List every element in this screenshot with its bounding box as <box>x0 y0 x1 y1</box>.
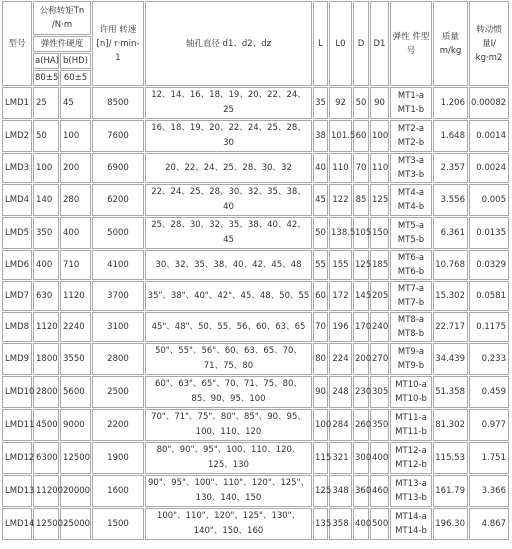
cell-L0: 358 <box>329 508 352 540</box>
cell-ta: 400 <box>33 250 59 280</box>
cell-D: 125 <box>353 250 369 280</box>
cell-element: MT9-a MT9-b <box>390 343 432 375</box>
table-row <box>2 343 509 375</box>
cell-mass: 10.768 <box>433 250 468 280</box>
cell-element: MT7-a MT7-b <box>390 281 432 311</box>
cell-L: 45 <box>313 184 328 216</box>
header-L: L <box>313 1 328 86</box>
cell-element: MT5-a MT5-b <box>390 217 432 249</box>
cell-speed: 4100 <box>92 250 144 280</box>
cell-inertia: 4.867 <box>469 508 509 540</box>
cell-mass: 34.439 <box>433 343 468 375</box>
cell-L: 50 <box>313 217 328 249</box>
cell-L0: 196 <box>329 312 352 342</box>
cell-inertia: 0.0581 <box>469 281 509 311</box>
cell-bore: 45"、48"、50、55、56、60、63、65 <box>145 312 312 342</box>
header-D1: D1 <box>370 1 389 86</box>
cell-bore: 60"、63"、65"、70、71、75、80、85、90、95、100 <box>145 376 312 408</box>
cell-ta: 2800 <box>33 376 59 408</box>
cell-L: 90 <box>313 376 328 408</box>
cell-L: 135 <box>313 508 328 540</box>
cell-D1: 110 <box>370 153 389 183</box>
cell-element: MT10-a MT10-b <box>390 376 432 408</box>
cell-L: 70 <box>313 312 328 342</box>
cell-mass: 51.358 <box>433 376 468 408</box>
cell-element: MT3-a MT3-b <box>390 153 432 183</box>
cell-D1: 205 <box>370 281 389 311</box>
cell-D: 105 <box>353 217 369 249</box>
table-row <box>2 250 509 280</box>
cell-ta: 6300 <box>33 442 59 474</box>
cell-element: MT2-a MT2-b <box>390 120 432 152</box>
cell-element: MT14-a MT14-b <box>390 508 432 540</box>
cell-D1: 150 <box>370 217 389 249</box>
cell-D1: 305 <box>370 376 389 408</box>
cell-tb: 25000 <box>60 508 91 540</box>
cell-tb: 710 <box>60 250 91 280</box>
cell-tb: 9000 <box>60 409 91 441</box>
cell-bore: 30、32、35、38、40、42、45、48 <box>145 250 312 280</box>
cell-D1: 100 <box>370 120 389 152</box>
cell-speed: 7600 <box>92 120 144 152</box>
cell-L0: 321 <box>329 442 352 474</box>
cell-model: LMD11 <box>2 409 32 441</box>
cell-element: MT12-a MT12-b <box>390 442 432 474</box>
cell-tb: 1120 <box>60 281 91 311</box>
coupling-spec-table <box>1 0 510 541</box>
cell-D1: 125 <box>370 184 389 216</box>
cell-speed: 2200 <box>92 409 144 441</box>
cell-bore: 90"、95"、100"、110"、120"、125"、130、140、150 <box>145 475 312 507</box>
table-row <box>2 312 509 342</box>
cell-model: LMD14 <box>2 508 32 540</box>
header-col-b: b(HD) <box>60 53 91 69</box>
cell-ta: 630 <box>33 281 59 311</box>
cell-D1: 90 <box>370 87 389 119</box>
cell-model: LMD7 <box>2 281 32 311</box>
cell-model: LMD8 <box>2 312 32 342</box>
cell-D: 260 <box>353 409 369 441</box>
cell-mass: 6.361 <box>433 217 468 249</box>
cell-D1: 500 <box>370 508 389 540</box>
cell-mass: 81.302 <box>433 409 468 441</box>
cell-model: LMD2 <box>2 120 32 152</box>
cell-tb: 20000 <box>60 475 91 507</box>
cell-inertia: 0.0024 <box>469 153 509 183</box>
cell-ta: 1800 <box>33 343 59 375</box>
cell-tb: 100 <box>60 120 91 152</box>
cell-speed: 5000 <box>92 217 144 249</box>
cell-L0: 172 <box>329 281 352 311</box>
cell-inertia: 3.366 <box>469 475 509 507</box>
cell-D: 360 <box>353 475 369 507</box>
cell-L: 100 <box>313 409 328 441</box>
cell-bore: 100"、110"、120"、125"、130"、140"、150、160 <box>145 508 312 540</box>
cell-speed: 1500 <box>92 508 144 540</box>
cell-speed: 2500 <box>92 376 144 408</box>
cell-mass: 15.302 <box>433 281 468 311</box>
cell-bore: 35"、38"、40"、42"、45、48、50、55 <box>145 281 312 311</box>
cell-speed: 6200 <box>92 184 144 216</box>
table-row <box>2 409 509 441</box>
cell-model: LMD4 <box>2 184 32 216</box>
cell-L: 55 <box>313 250 328 280</box>
cell-ta: 12500 <box>33 508 59 540</box>
cell-inertia: 0.00082 <box>469 87 509 119</box>
cell-L: 35 <box>313 87 328 119</box>
cell-mass: 1.648 <box>433 120 468 152</box>
cell-D: 300 <box>353 442 369 474</box>
cell-element: MT8-a MT8-b <box>390 312 432 342</box>
header-torque-unit: /N·m <box>51 20 73 30</box>
cell-tb: 400 <box>60 217 91 249</box>
header-hard-a: 80±5 <box>33 70 59 86</box>
cell-L0: 348 <box>329 475 352 507</box>
cell-inertia: 0.0135 <box>469 217 509 249</box>
cell-element: MT6-a MT6-b <box>390 250 432 280</box>
cell-tb: 12500 <box>60 442 91 474</box>
cell-tb: 5600 <box>60 376 91 408</box>
cell-inertia: 0.005 <box>469 184 509 216</box>
cell-ta: 4500 <box>33 409 59 441</box>
cell-D1: 460 <box>370 475 389 507</box>
cell-L: 115 <box>313 442 328 474</box>
cell-ta: 50 <box>33 120 59 152</box>
cell-inertia: 0.1175 <box>469 312 509 342</box>
cell-D: 200 <box>353 343 369 375</box>
cell-tb: 3550 <box>60 343 91 375</box>
table-row <box>2 184 509 216</box>
cell-element: MT4-a MT4-b <box>390 184 432 216</box>
cell-speed: 8500 <box>92 87 144 119</box>
cell-bore: 80"、90"、95"、100、110、120、125、130 <box>145 442 312 474</box>
cell-speed: 3100 <box>92 312 144 342</box>
cell-L: 38 <box>313 120 328 152</box>
cell-mass: 196.30 <box>433 508 468 540</box>
cell-bore: 16、18、19、20、22、24、25、28、30 <box>145 120 312 152</box>
cell-L0: 122 <box>329 184 352 216</box>
header-torque-title: 公称转矩Tn <box>39 6 85 16</box>
cell-D: 170 <box>353 312 369 342</box>
cell-bore: 25、28、30、32、35、38、40、42、45 <box>145 217 312 249</box>
cell-ta: 100 <box>33 153 59 183</box>
table-row <box>2 508 509 540</box>
cell-L0: 284 <box>329 409 352 441</box>
cell-model: LMD13 <box>2 475 32 507</box>
cell-D: 70 <box>353 153 369 183</box>
cell-mass: 3.556 <box>433 184 468 216</box>
table-row <box>2 217 509 249</box>
table-row <box>2 281 509 311</box>
cell-D: 60 <box>353 120 369 152</box>
cell-D: 50 <box>353 87 369 119</box>
cell-model: LMD9 <box>2 343 32 375</box>
cell-inertia: 0.233 <box>469 343 509 375</box>
cell-D: 400 <box>353 508 369 540</box>
cell-model: LMD5 <box>2 217 32 249</box>
table-row <box>2 376 509 408</box>
header-speed: 许用 转速 [n]/ r·min-1 <box>92 1 144 86</box>
cell-mass: 115.53 <box>433 442 468 474</box>
cell-mass: 22.717 <box>433 312 468 342</box>
cell-L0: 248 <box>329 376 352 408</box>
header-hard-b: 60±5 <box>60 70 91 86</box>
cell-speed: 1600 <box>92 475 144 507</box>
cell-L: 125 <box>313 475 328 507</box>
cell-L: 80 <box>313 343 328 375</box>
table-row <box>2 87 509 119</box>
cell-ta: 350 <box>33 217 59 249</box>
header-mass: 质量 m/kg <box>433 1 468 86</box>
header-D: D <box>353 1 369 86</box>
cell-bore: 12、14、16、18、19、20、22、24、25 <box>145 87 312 119</box>
table-row <box>2 442 509 474</box>
header-L0: L0 <box>329 1 352 86</box>
cell-bore: 50"、55"、56"、60、63、65、70、71、75、80 <box>145 343 312 375</box>
table-row <box>2 153 509 183</box>
cell-tb: 200 <box>60 153 91 183</box>
cell-bore: 70"、71"、75"、80"、85"、90、95、100、110、120 <box>145 409 312 441</box>
cell-D: 145 <box>353 281 369 311</box>
cell-tb: 2240 <box>60 312 91 342</box>
cell-D1: 270 <box>370 343 389 375</box>
header-inertia: 转动惯 量I/ kg·m2 <box>469 1 509 86</box>
cell-D1: 350 <box>370 409 389 441</box>
cell-L0: 224 <box>329 343 352 375</box>
table-row <box>2 475 509 507</box>
cell-model: LMD6 <box>2 250 32 280</box>
cell-D: 230 <box>353 376 369 408</box>
cell-speed: 6900 <box>92 153 144 183</box>
cell-L0: 92 <box>329 87 352 119</box>
cell-tb: 280 <box>60 184 91 216</box>
cell-element: MT1-a MT1-b <box>390 87 432 119</box>
cell-L: 60 <box>313 281 328 311</box>
cell-mass: 2.357 <box>433 153 468 183</box>
cell-inertia: 0.459 <box>469 376 509 408</box>
cell-mass: 161.79 <box>433 475 468 507</box>
cell-L0: 138.5 <box>329 217 352 249</box>
cell-ta: 140 <box>33 184 59 216</box>
cell-bore: 20、22、24、25、28、30、32 <box>145 153 312 183</box>
table-row <box>2 120 509 152</box>
cell-bore: 22、24、25、28、30、32、35、38、40 <box>145 184 312 216</box>
cell-speed: 1900 <box>92 442 144 474</box>
header-element: 弹性 件型号 <box>390 1 432 86</box>
cell-model: LMD3 <box>2 153 32 183</box>
cell-L0: 101.5 <box>329 120 352 152</box>
cell-L0: 110 <box>329 153 352 183</box>
cell-mass: 1.206 <box>433 87 468 119</box>
cell-D: 85 <box>353 184 369 216</box>
cell-D1: 240 <box>370 312 389 342</box>
cell-L: 40 <box>313 153 328 183</box>
cell-tb: 45 <box>60 87 91 119</box>
cell-speed: 3700 <box>92 281 144 311</box>
header-model: 型号 <box>2 1 32 86</box>
cell-D1: 400 <box>370 442 389 474</box>
cell-inertia: 0.977 <box>469 409 509 441</box>
cell-model: LMD12 <box>2 442 32 474</box>
cell-inertia: 0.0329 <box>469 250 509 280</box>
cell-ta: 1120 <box>33 312 59 342</box>
cell-model: LMD1 <box>2 87 32 119</box>
header-hardness: 弹性件硬度 <box>33 36 91 52</box>
cell-ta: 11200 <box>33 475 59 507</box>
cell-speed: 2800 <box>92 343 144 375</box>
cell-element: MT11-a MT11-b <box>390 409 432 441</box>
header-col-a: a(HA) <box>33 53 59 69</box>
header-bore: 轴孔直径 d1、d2、dz <box>145 1 312 86</box>
cell-inertia: 1.751 <box>469 442 509 474</box>
cell-ta: 25 <box>33 87 59 119</box>
cell-D1: 185 <box>370 250 389 280</box>
header-torque <box>33 1 91 35</box>
cell-element: MT13-a MT13-b <box>390 475 432 507</box>
cell-L0: 155 <box>329 250 352 280</box>
cell-model: LMD10 <box>2 376 32 408</box>
cell-inertia: 0.0014 <box>469 120 509 152</box>
